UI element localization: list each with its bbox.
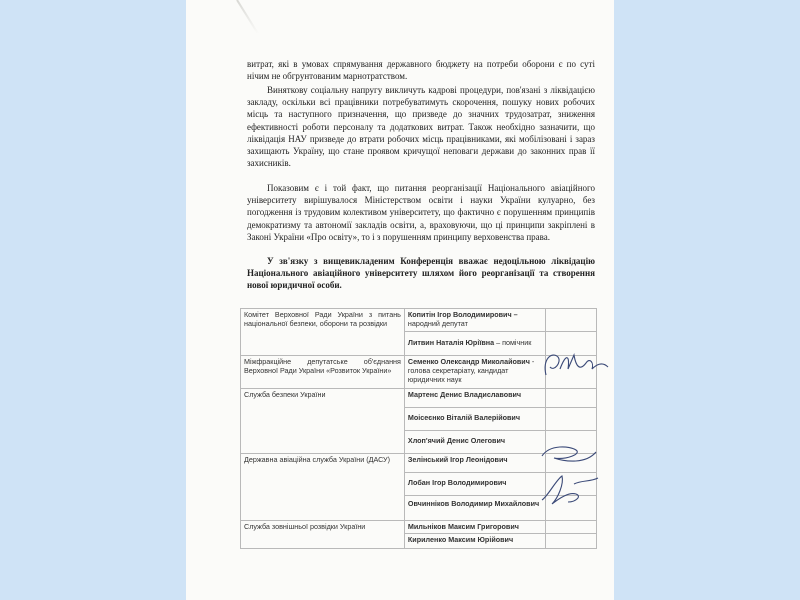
signature-cell [545,534,596,549]
signature-cell [545,431,596,454]
signature-cell [545,356,596,389]
organization-cell: Комітет Верховної Ради України з питань національної безпеки, оборони та розвідки [241,309,405,356]
signature-cell [545,473,596,496]
person-cell: Мартенс Денис Владиславович [404,389,545,408]
person-cell: Моісеєнко Віталій Валерійович [404,408,545,431]
signature-cell [545,454,596,473]
table-row [241,356,597,389]
signature-cell [545,496,596,521]
person-name: Литвин Наталія Юріївна [407,338,495,347]
paragraph-1 [247,58,595,82]
person-cell [404,356,545,389]
table-row [241,389,597,408]
person-cell: Кириленко Максим Юрійович [404,534,545,549]
organization-cell: Державна авіаційна служба України (ДАСУ) [241,454,405,521]
signature-cell [545,521,596,534]
person-cell: Мильніков Максим Григорович [404,521,545,534]
conclusion-text: У зв'язку з вищевикладеним Конференція вважає недоцільною ліквідацію Національного авіаційного університету шляхом його реорганізації та створення нової юридичної особи. [247,256,595,291]
person-cell: Лобан Ігор Володимирович [404,473,545,496]
person-cell: Овчинніков Володимир Михайлович [404,496,545,521]
paragraph-1-text: витрат, які в умовах спрямування державного бюджету на потреби оборони є по суті нічим не обгрунтованим марнотратством. [247,59,595,82]
signature-cell [545,408,596,431]
person-cell [404,309,545,332]
table-row [241,521,597,534]
person-role: - голова секретаріату, кандидат юридичних наук [407,357,535,384]
paragraph-3 [247,182,595,243]
table-row [241,454,597,473]
organization-cell: Служба зовнішньої розвідки України [241,521,405,549]
table-row [241,309,597,332]
signature-cell [545,332,596,356]
signature-cell [545,389,596,408]
person-role: – помічник [496,338,532,347]
person-cell: Зелінський Ігор Леонідович [404,454,545,473]
signature-cell [545,309,596,332]
person-name: Семенко Олександр Миколайович [407,357,530,366]
person-role: народний депутат [407,319,468,328]
organization-cell: Служба безпеки України [241,389,405,454]
person-cell: Хлоп'ячий Денис Олегович [404,431,545,454]
person-cell [404,332,545,356]
paragraph-2 [247,84,595,169]
conclusion-paragraph [247,255,595,292]
signatures-table [240,308,597,549]
paragraph-2-text: Виняткову соціальну напругу викличуть кадрові процедури, пов'язані з ліквідацією закладу, оскільки всі працівники потребуватимуть скорочення, пошуку нових робочих місць та наступного призначення, що призведе до значних трудозатрат, зниження ефективності роботи персоналу та додаткових витрат. Також необхідно зазначити, що ліквідація НАУ призведе до втрати робочих місць працівниками, які мобілізовані і зараз захищають Україну, що стане проявом кричущої неповаги держави до законних прав її захисників. [247,85,595,169]
paragraph-3-text: Показовим є і той факт, що питання реорганізації Національного авіаційного університету вирішувалося Міністерством освіти і науки України кулуарно, без погодження із трудовим колективом університету, що фактично є порушенням принципів демократизму та автономії закладів освіти, а, враховуючи, що ці принципи закріплені в Законі України «Про освіту», то і з порушенням принципу верховенства права. [247,183,595,242]
organization-cell: Міжфракційне депутатське об'єднання Верховної Ради України «Розвиток України» [241,356,405,389]
person-name: Копитін Ігор Володимирович – [407,310,518,319]
